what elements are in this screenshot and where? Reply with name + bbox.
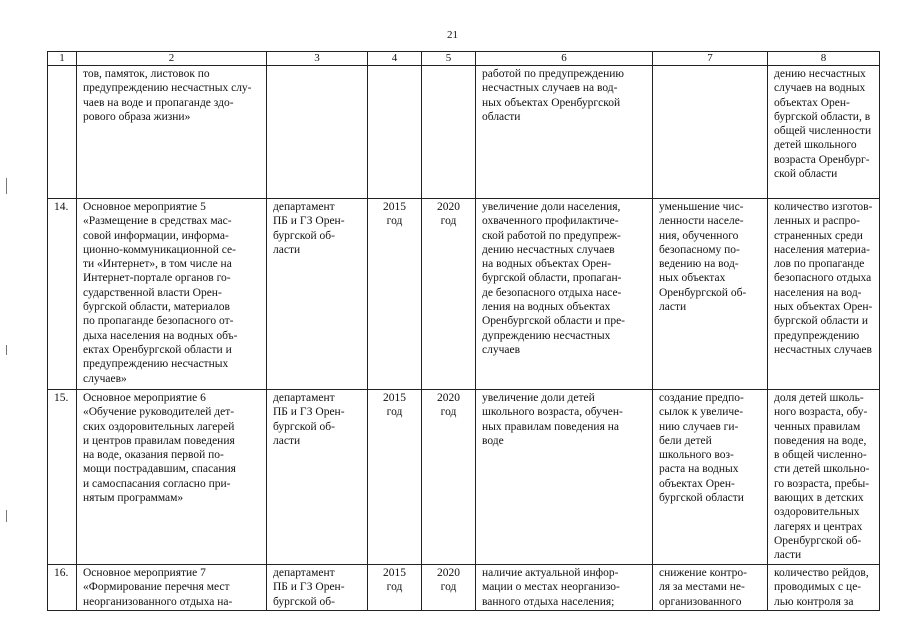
activity-cell: Основное мероприятие 5 «Размещение в средствах мас- совой информации, информа- ционно-коммуникационной се- ти «Интернет», в том числе на Интернет-портале органов го- сударственной власти Орен- бургской области, материалов по пропаганде безопасного от- дыха населения на водных объ- ектах Оренбургской области и предупреждению несчастных случаев» xyxy=(77,199,267,390)
indicator-cell: количество рейдов, проводимых с це- лью контроля за xyxy=(768,565,880,611)
executor-cell: департамент ПБ и ГЗ Орен- бургской об- ласти xyxy=(267,199,368,390)
table-header-row xyxy=(48,52,880,66)
page-number: 21 xyxy=(447,29,458,41)
result-cell: увеличение доли детей школьного возраста, обучен- ных правилам поведения на воде xyxy=(476,390,653,565)
end-year-cell: 2020 год xyxy=(422,199,476,390)
column-header: 1 xyxy=(48,52,77,66)
executor-cell xyxy=(267,66,368,199)
result-cell: работой по предупреждению несчастных случаев на вод- ных объектах Оренбургской области xyxy=(476,66,653,199)
row-number: 15. xyxy=(48,390,77,565)
end-year-cell xyxy=(422,66,476,199)
column-header: 4 xyxy=(368,52,422,66)
indicator-cell: количество изготов- ленных и распро- страненных среди населения материа- лов по пропаганде безопасного отдыха населения на вод- ных объектах Орен- бургской области и предупреждению несчастных случаев xyxy=(768,199,880,390)
column-header: 5 xyxy=(422,52,476,66)
scan-mark xyxy=(6,345,7,355)
scan-mark xyxy=(6,178,7,194)
start-year-cell xyxy=(368,66,422,199)
indicator-cell: дению несчастных случаев на водных объектах Орен- бургской области, в общей численности детей школьного возраста Оренбург- ской области xyxy=(768,66,880,199)
scan-mark xyxy=(6,510,7,522)
column-header: 7 xyxy=(653,52,768,66)
row-number xyxy=(48,66,77,199)
executor-cell: департамент ПБ и ГЗ Орен- бургской об- xyxy=(267,565,368,611)
consequence-cell: создание предпо- сылок к увеличе- нию случаев ги- бели детей школьного воз- раста на водных объектах Орен- бургской области xyxy=(653,390,768,565)
activity-cell: Основное мероприятие 7 «Формирование перечня мест неорганизованного отдыха на- xyxy=(77,565,267,611)
row-number: 16. xyxy=(48,565,77,611)
start-year-cell: 2015 год xyxy=(368,199,422,390)
table-row xyxy=(48,199,880,390)
column-header: 8 xyxy=(768,52,880,66)
activity-cell: Основное мероприятие 6 «Обучение руководителей дет- ских оздоровительных лагерей и центров правилам поведения на воде, оказания первой по- мощи пострадавшим, спасания и самоспасания согласно при- нятым программам» xyxy=(77,390,267,565)
end-year-cell: 2020 год xyxy=(422,565,476,611)
row-number: 14. xyxy=(48,199,77,390)
indicator-cell: доля детей школь- ного возраста, обу- ченных правилам поведения на воде, в общей численно- сти детей школьно- го возраста, пребы- вающих в детских оздоровительных лагерях и центрах Оренбургской об- ласти xyxy=(768,390,880,565)
result-cell: наличие актуальной инфор- мации о местах неорганизо- ванного отдыха населения; xyxy=(476,565,653,611)
activity-cell: тов, памяток, листовок по предупреждению несчастных слу- чаев на воде и пропаганде здо- рового образа жизни» xyxy=(77,66,267,199)
activities-table xyxy=(47,51,880,611)
executor-cell: департамент ПБ и ГЗ Орен- бургской об- ласти xyxy=(267,390,368,565)
table-row xyxy=(48,66,880,199)
table-row xyxy=(48,390,880,565)
consequence-cell: уменьшение чис- ленности населе- ния, обученного безопасному по- ведению на вод- ных объектах Оренбургской об- ласти xyxy=(653,199,768,390)
start-year-cell: 2015 год xyxy=(368,565,422,611)
consequence-cell xyxy=(653,66,768,199)
column-header: 6 xyxy=(476,52,653,66)
column-header: 2 xyxy=(77,52,267,66)
start-year-cell: 2015 год xyxy=(368,390,422,565)
end-year-cell: 2020 год xyxy=(422,390,476,565)
consequence-cell: снижение контро- ля за местами не- организованного xyxy=(653,565,768,611)
table-row xyxy=(48,565,880,611)
column-header: 3 xyxy=(267,52,368,66)
result-cell: увеличение доли населения, охваченного профилактиче- ской работой по предупреж- дению несчастных случаев на водных объектах Орен- бургской области, пропаган- де безопасного отдыха насе- ления на водных объектах Оренбургской области и пре- дупреждению несчастных случаев xyxy=(476,199,653,390)
